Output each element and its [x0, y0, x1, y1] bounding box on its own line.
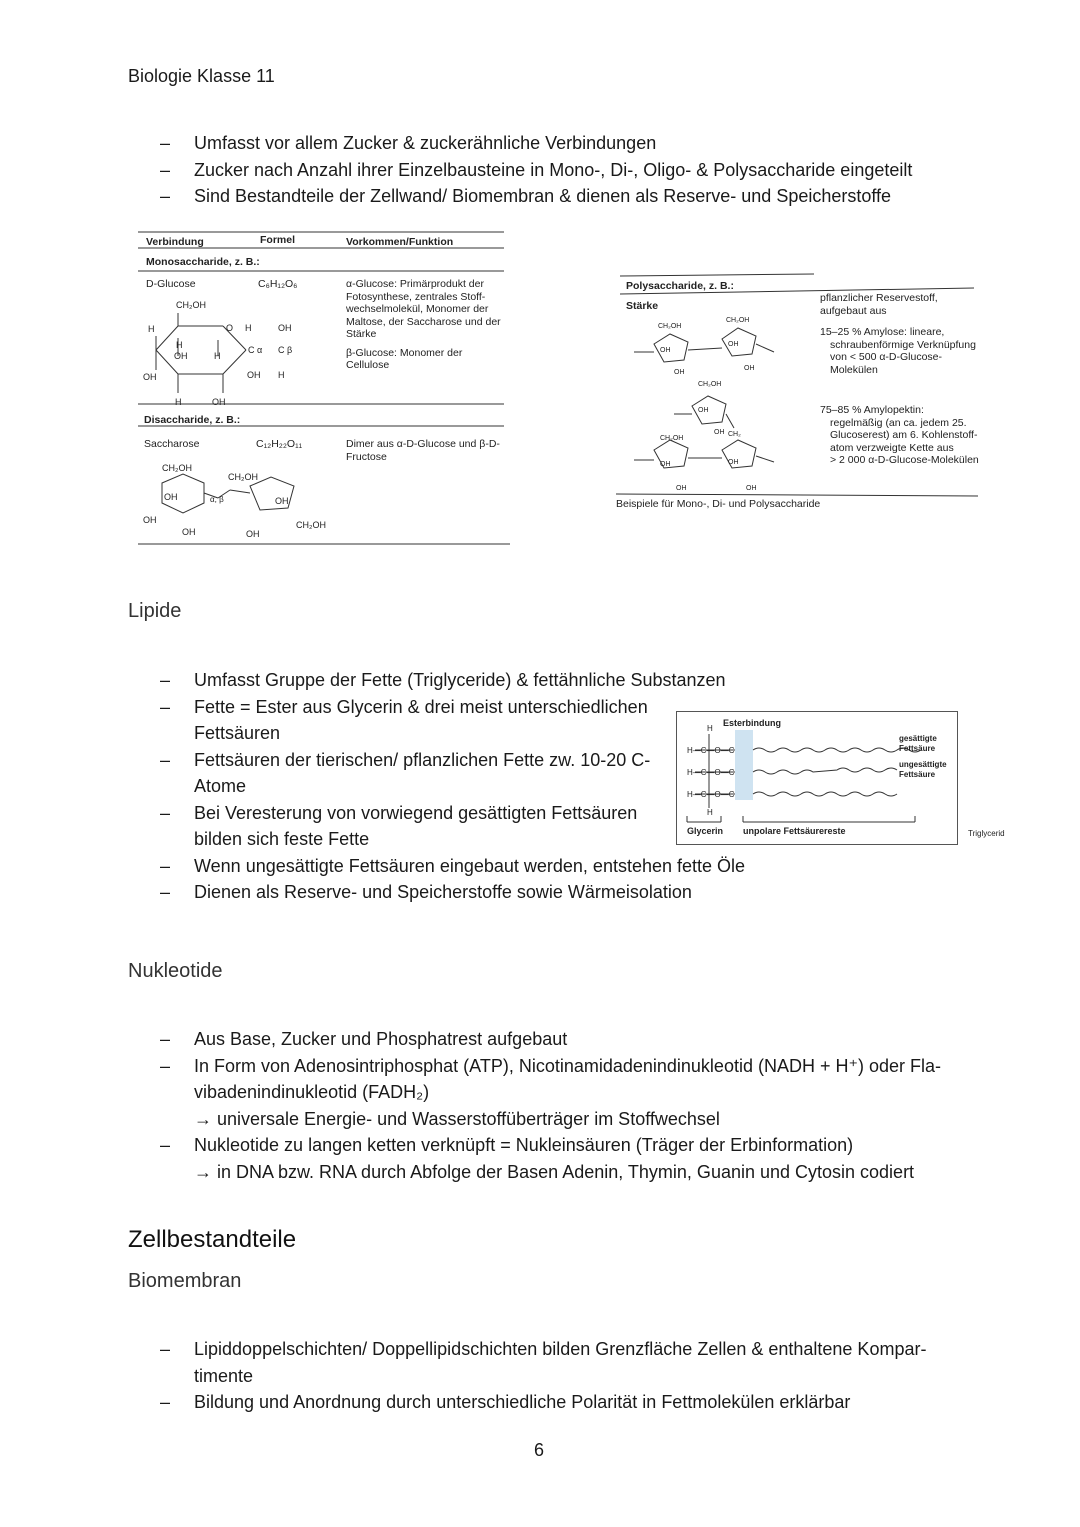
esterbindung-label: Esterbindung	[723, 718, 781, 728]
svg-text:CH₂OH: CH₂OH	[162, 463, 192, 473]
list-item: – Umfasst vor allem Zucker & zuckerähnliche Verbindungen	[160, 130, 912, 157]
text-line: > 2 000 α-D-Glucose-Molekülen	[830, 454, 979, 466]
svg-text:OH: OH	[275, 496, 289, 506]
svg-text:H: H	[707, 724, 713, 733]
svg-text:CH₂OH: CH₂OH	[698, 381, 722, 388]
svg-text:H—C—O—C: H—C—O—C	[687, 790, 735, 799]
svg-text:H: H	[148, 324, 155, 334]
saccharide-table-graphic	[138, 228, 510, 548]
svg-text:CH₂OH: CH₂OH	[726, 317, 750, 324]
svg-text:CH₂OH: CH₂OH	[228, 472, 258, 482]
saccharose-description	[346, 438, 506, 463]
gesaettigte-label	[899, 734, 937, 754]
list-item: – Bei Veresterung von vorwiegend gesättigten Fettsäuren bilden sich feste Fette	[160, 800, 660, 853]
text-line: Fettsäure	[899, 744, 936, 753]
section-title-lipide: Lipide	[128, 600, 182, 622]
svg-text:α, β: α, β	[210, 495, 224, 504]
text-line: Fructose	[346, 450, 387, 463]
saccharose-formula: C₁₂H₂₂O₁₁	[256, 438, 303, 450]
page-header: Biologie Klasse 11	[128, 66, 275, 86]
list-item: – Zucker nach Anzahl ihrer Einzelbausteine in Mono-, Di-, Oligo- & Polysaccharide eingeteilt	[160, 157, 912, 184]
svg-text:OH: OH	[744, 365, 755, 372]
text-line: schraubenförmige Verknüpfung	[830, 338, 976, 351]
svg-text:OH: OH	[660, 461, 671, 468]
di-header: Disaccharide, z. B.:	[144, 414, 241, 426]
text-line: → universale Energie- und Wasserstoffüberträger im Stoffwechsel	[194, 1108, 720, 1129]
text-line: Maltose, der Saccharose und der	[346, 315, 501, 328]
col-verbindung: Verbindung	[146, 236, 204, 248]
text-line: – Lipiddoppelschichten/ Doppellipidschichten bilden Grenzfläche Zellen & enthaltene Kompar-	[194, 1339, 927, 1359]
subsection-title-biomembran: Biomembran	[128, 1270, 242, 1292]
list-item: – Wenn ungesättigte Fettsäuren eingebaut werden, entstehen fette Öle	[160, 853, 814, 880]
text-line: β-Glucose: Monomer der	[346, 346, 463, 359]
saccharide-table	[138, 228, 510, 548]
svg-text:OH: OH	[143, 515, 157, 525]
text-line: – Nukleotide zu langen ketten verknüpft = Nukleinsäuren (Träger der Erbinformation)	[194, 1135, 854, 1155]
biomembran-bullet-list	[160, 1336, 960, 1416]
svg-text:H: H	[245, 323, 252, 333]
svg-text:OH: OH	[728, 459, 739, 466]
svg-text:H: H	[278, 370, 285, 380]
svg-text:C β: C β	[278, 345, 293, 355]
svg-text:CH₂OH: CH₂OH	[176, 300, 206, 310]
svg-text:CH₂OH: CH₂OH	[296, 520, 326, 530]
text-line: Glucoserest) am 6. Kohlenstoff-	[830, 429, 978, 441]
text-line: aufgebaut aus	[820, 304, 887, 317]
text-line: Stärke	[346, 328, 377, 340]
glycerin-label: Glycerin	[687, 826, 724, 836]
svg-text:OH: OH	[728, 341, 739, 348]
staerke-label: Stärke	[626, 300, 659, 312]
section-title-nukleotide: Nukleotide	[128, 960, 223, 982]
svg-text:CH₂OH: CH₂OH	[658, 323, 682, 330]
text-line: ungesättigte	[899, 760, 947, 769]
polysaccharide-caption: Beispiele für Mono-, Di- und Polysaccharide	[616, 498, 821, 510]
col-vorkommen: Vorkommen/Funktion	[346, 236, 454, 248]
glucose-name: D-Glucose	[146, 278, 196, 290]
svg-text:H: H	[707, 808, 713, 817]
text-line: regelmäßig (an ca. jedem 25.	[830, 416, 967, 429]
list-item	[160, 1026, 960, 1053]
ungesaettigte-label	[899, 760, 947, 780]
text-line: Molekülen	[830, 363, 878, 376]
text-line: → in DNA bzw. RNA durch Abfolge der Basen Adenin, Thymin, Guanin und Cytosin codiert	[194, 1161, 915, 1182]
text-line: timente	[194, 1365, 254, 1386]
svg-text:OH: OH	[246, 529, 260, 539]
svg-text:OH: OH	[278, 323, 292, 333]
page-number: 6	[534, 1440, 545, 1460]
svg-text:OH: OH	[182, 527, 196, 537]
mono-header: Monosaccharide, z. B.:	[146, 256, 260, 268]
list-item	[160, 1053, 960, 1133]
text-line: gesättigte	[899, 734, 937, 743]
amylopektin-item	[820, 404, 980, 467]
list-item: – Fette = Ester aus Glycerin & drei meist unterschiedlichen Fettsäuren	[160, 694, 660, 747]
text-line: von < 500 α-D-Glucose-	[830, 351, 942, 363]
list-item	[160, 1132, 960, 1185]
text-line: Bildung und Anordnung durch unterschiedliche Polarität in Fettmolekülen erklärbar	[194, 1392, 851, 1412]
text-line: pflanzlicher Reservestoff,	[820, 292, 938, 304]
polysaccharide-table	[614, 264, 980, 514]
svg-text:H—C—O—C: H—C—O—C	[687, 768, 735, 777]
text-line: Fettsäure	[899, 770, 936, 779]
svg-text:CH₂OH: CH₂OH	[660, 435, 684, 442]
svg-text:OH: OH	[174, 351, 188, 361]
svg-text:H: H	[175, 397, 182, 407]
svg-text:OH: OH	[714, 429, 725, 436]
svg-text:OH: OH	[698, 407, 709, 414]
amylose-item	[820, 326, 980, 376]
saccharose-name: Saccharose	[144, 438, 200, 450]
svg-text:OH: OH	[746, 485, 757, 492]
text-line: Fotosynthese, zentrales Stoff-	[346, 290, 486, 303]
svg-text:OH: OH	[247, 370, 261, 380]
svg-text:OH: OH	[674, 369, 685, 376]
svg-text:O: O	[226, 323, 234, 333]
unpolare-label: unpolare Fettsäurereste	[743, 826, 846, 836]
svg-text:CH₂: CH₂	[728, 431, 741, 438]
poly-header: Polysaccharide, z. B.:	[626, 280, 734, 292]
text-line: α-Glucose: Primärprodukt der	[346, 278, 484, 290]
glucose-formula: C₆H₁₂O₆	[258, 278, 298, 290]
text-line: – In Form von Adenosintriphosphat (ATP), Nicotinamidadenindinukleotid (NADH + H⁺) oder Fla-	[194, 1055, 941, 1076]
list-item: – Umfasst Gruppe der Fette (Triglyceride) & fettähnliche Substanzen	[160, 667, 794, 694]
triglycerid-label: Triglycerid	[968, 829, 1005, 838]
text-line: wechselmolekül, Monomer der	[346, 303, 489, 315]
svg-text:OH: OH	[143, 372, 157, 382]
text-line: 15–25 % Amylose: lineare,	[820, 326, 945, 338]
staerke-description	[820, 292, 980, 317]
glucose-description	[346, 278, 506, 372]
svg-text:OH: OH	[660, 347, 671, 354]
text-line: Aus Base, Zucker und Phosphatrest aufgebaut	[194, 1029, 568, 1049]
text-line: vibadenindinukleotid (FADH₂)	[194, 1082, 430, 1102]
svg-text:H: H	[176, 340, 183, 350]
nukleotide-bullet-list	[160, 1026, 960, 1185]
svg-text:OH: OH	[676, 485, 687, 492]
list-item: – Fettsäuren der tierischen/ pflanzlichen Fette zw. 10-20 C-Atome	[160, 747, 660, 800]
svg-text:OH: OH	[164, 492, 178, 502]
list-item: – Dienen als Reserve- und Speicherstoffe sowie Wärmeisolation	[160, 879, 814, 906]
text-line: Dimer aus α-D-Glucose und β-D-	[346, 438, 500, 450]
section-title-zellbestandteile: Zellbestandteile	[128, 1226, 297, 1253]
text-line: Cellulose	[346, 359, 390, 371]
svg-text:H: H	[214, 351, 221, 361]
kohlenhydrate-bullet-list	[160, 130, 912, 210]
list-item	[160, 1389, 960, 1416]
col-formel: Formel	[260, 234, 296, 246]
list-item: – Sind Bestandteile der Zellwand/ Biomembran & dienen als Reserve- und Speicherstoffe	[160, 183, 912, 210]
list-item	[160, 1336, 960, 1389]
svg-text:C α: C α	[248, 345, 263, 355]
svg-text:H—C—O—C: H—C—O—C	[687, 746, 735, 755]
triglycerid-figure	[676, 711, 958, 845]
starch-chain	[634, 328, 774, 468]
text-line: 75–85 % Amylopektin:	[820, 404, 924, 416]
svg-text:OH: OH	[212, 397, 226, 407]
text-line: atom verzweigte Kette aus	[830, 441, 954, 454]
